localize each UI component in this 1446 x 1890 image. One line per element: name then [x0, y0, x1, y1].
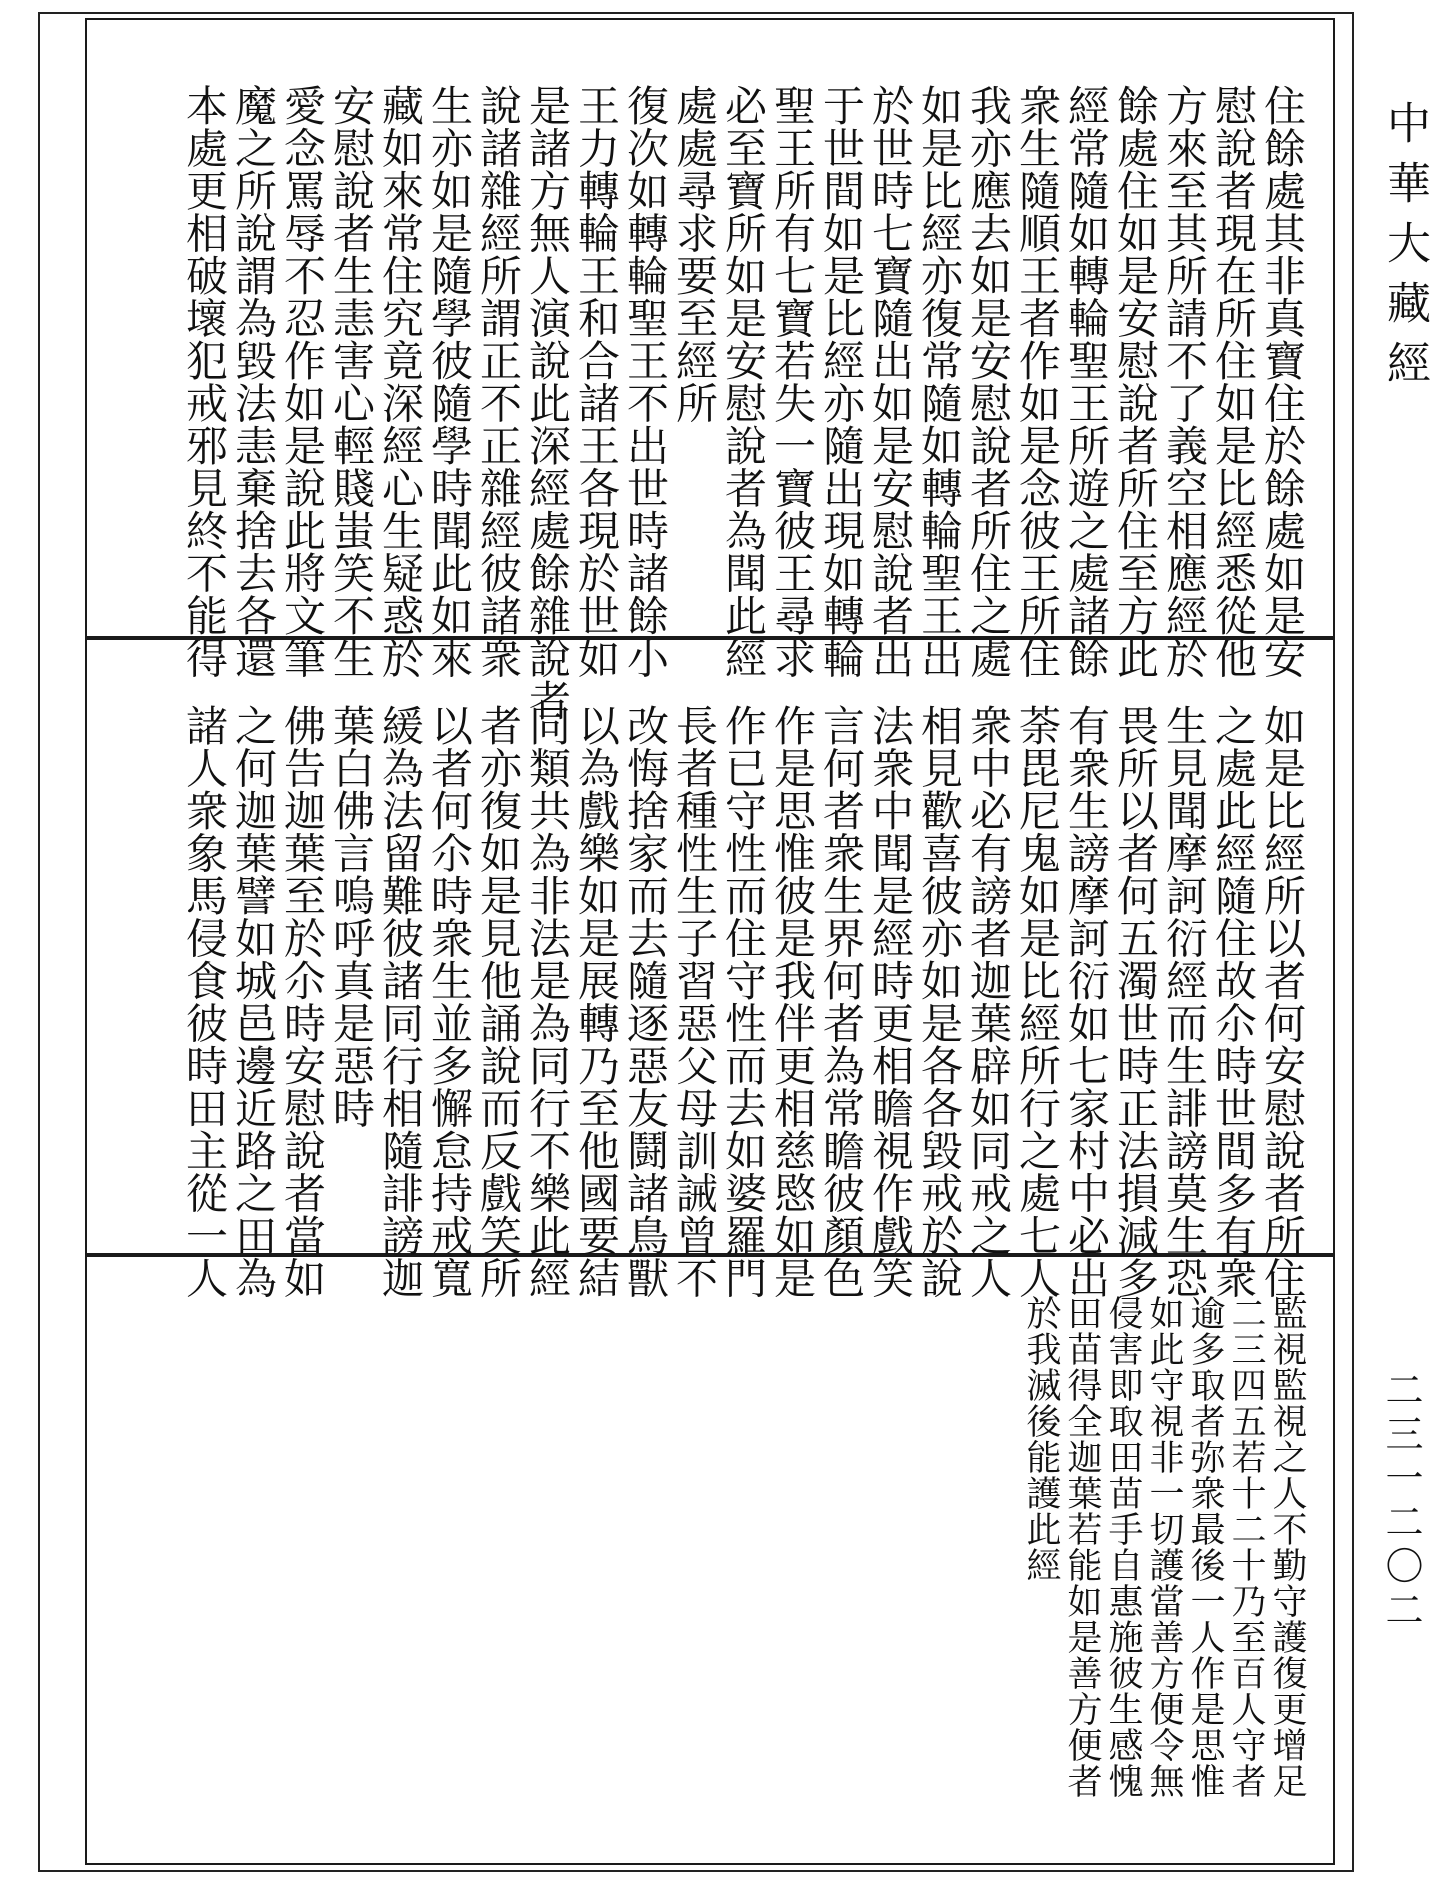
text-body-top	[180, 84, 1307, 722]
text-column: 慰說者現在所住如是比經悉從他	[1209, 84, 1258, 679]
register-top	[85, 18, 1335, 722]
page-frame	[38, 12, 1354, 1872]
text-column: 相見歡喜彼亦如是各各毀戒於說	[915, 704, 964, 1299]
text-column: 衆生隨順王者作如是念彼王所住	[1013, 84, 1062, 679]
text-column: 復次如轉輪聖王不出世時諸餘小	[621, 84, 670, 679]
register-middle	[85, 638, 1335, 1299]
text-column: 生亦如是隨學彼隨學時聞此如來	[425, 84, 474, 679]
text-body-bottom	[1020, 1295, 1307, 1835]
text-column: 諸人衆象馬侵食彼時田主從一人	[180, 704, 229, 1299]
text-column: 者亦復如是見他誦說而反戲笑所	[474, 704, 523, 1299]
text-column: 逾多取者弥衆最後一人作是思惟	[1185, 1295, 1225, 1799]
text-column: 是諸方無人演說此深經處餘雜說者	[523, 84, 572, 722]
register-bottom	[85, 1255, 1335, 1865]
text-column: 愛念罵辱不忍作如是說此將文筆	[278, 84, 327, 679]
text-column: 言何者衆生界何者為常瞻彼顏色	[817, 704, 866, 1299]
text-column: 改悔捨家而去隨逐惡友鬪諸鳥獸	[621, 704, 670, 1299]
page-number: 二三一二〇二	[1379, 1370, 1423, 1634]
text-column: 以者何尒時衆生並多懈怠持戒寬	[425, 704, 474, 1299]
text-column: 佛告迦葉至於尒時安慰說者當如	[278, 704, 327, 1299]
text-column: 必至寶所如是安慰說者為聞此經	[719, 84, 768, 679]
text-column: 如此守視非一切護當善方便令無	[1144, 1295, 1184, 1799]
text-column: 法衆中聞是經時更相瞻視作戲笑	[866, 704, 915, 1299]
text-column: 聖王所有七寶若失一寶彼王尋求	[768, 84, 817, 679]
text-column: 安慰說者生恚害心輕賤蚩笑不生	[327, 84, 376, 679]
text-column: 如是比經亦復常隨如轉輪聖王出	[915, 84, 964, 679]
text-column: 於世時七寶隨出如是安慰說者出	[866, 84, 915, 679]
text-column: 畏所以者何五濁世時正法損減多	[1111, 704, 1160, 1299]
text-column: 於我滅後能護此經	[1021, 1295, 1061, 1583]
text-column: 侵害即取田苗手自惠施彼生感愧	[1103, 1295, 1143, 1799]
text-column: 方來至其所請不了義空相應經於	[1160, 84, 1209, 679]
text-column: 以為戲樂如是展轉乃至他國要結	[572, 704, 621, 1299]
text-column: 經常隨如轉輪聖王所遊之處諸餘	[1062, 84, 1111, 679]
text-column: 之何迦葉譬如城邑邊近路之田為	[229, 704, 278, 1299]
text-column: 生見聞摩訶衍經而生誹謗莫生恐	[1160, 704, 1209, 1299]
text-column: 住餘處其非真寶住於餘處如是安	[1258, 84, 1307, 679]
text-column: 有衆生謗摩訶衍如七家村中必出	[1062, 704, 1111, 1299]
text-column: 衆中必有謗者迦葉辟如同戒之人	[964, 704, 1013, 1299]
text-column: 作已守性而住守性而去如婆羅門	[719, 704, 768, 1299]
text-column: 魔之所說謂為毀法恚棄捨去各還	[229, 84, 278, 679]
text-column: 于世間如是比經亦隨出現如轉輪	[817, 84, 866, 679]
text-column: 餘處住如是安慰說者所住至方此	[1111, 84, 1160, 679]
text-column: 藏如來常住究竟深經心生疑惑於	[376, 84, 425, 679]
text-column: 同類共為非法是為同行不樂此經	[523, 704, 572, 1299]
text-column: 王力轉輪王和合諸王各現於世如	[572, 84, 621, 679]
text-column: 我亦應去如是安慰說者所住之處	[964, 84, 1013, 679]
text-column: 如是比經所以者何安慰說者所住	[1258, 704, 1307, 1299]
text-column: 處處尋求要至經所	[670, 84, 719, 424]
text-column: 之處此經隨住故尒時世間多有衆	[1209, 704, 1258, 1299]
text-column: 本處更相破壞犯戒邪見終不能得	[180, 84, 229, 679]
text-column: 長者種性生子習惡父母訓誡曾不	[670, 704, 719, 1299]
text-column: 說諸雜經所謂正不正雜經彼諸衆	[474, 84, 523, 679]
text-column: 田苗得全迦葉若能如是善方便者	[1062, 1295, 1102, 1799]
side-title: 中華大藏經	[1379, 100, 1430, 400]
text-body-middle	[180, 704, 1307, 1299]
text-column: 作是思惟彼是我伴更相慈愍如是	[768, 704, 817, 1299]
text-column: 緩為法留難彼諸同行相隨誹謗迦	[376, 704, 425, 1299]
text-column: 荼毘尼鬼如是比經所行之處七人	[1013, 704, 1062, 1299]
text-column: 葉白佛言嗚呼真是惡時	[327, 704, 376, 1129]
text-column: 監視監視之人不勤守護復更增足	[1267, 1295, 1307, 1799]
text-column: 二三四五若十二十乃至百人守者	[1226, 1295, 1266, 1799]
